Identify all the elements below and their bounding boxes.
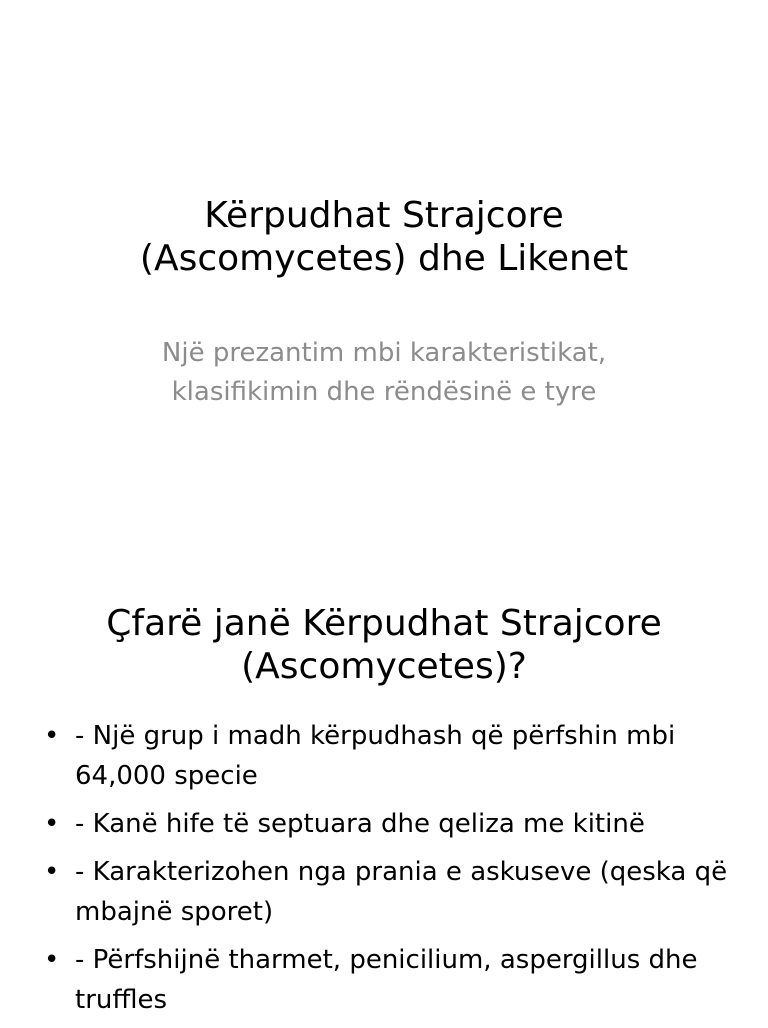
title-line-1: Kërpudhat Strajcore — [204, 195, 564, 236]
bullet-icon: • — [44, 809, 60, 839]
slide-subtitle — [60, 334, 708, 412]
bullet-icon: • — [44, 721, 60, 751]
slide-title — [40, 602, 728, 688]
list-item — [40, 716, 730, 796]
bullet-list — [40, 716, 730, 1028]
subtitle-line-1: Një prezantim mbi karakteristikat, — [161, 338, 607, 368]
subtitle-line-2: klasifikimin dhe rëndësinë e tyre — [171, 377, 597, 407]
bullet-icon: • — [44, 857, 60, 887]
list-item-text: - Karakterizohen nga prania e askuseve (qeska që mbajnë sporet) — [75, 857, 728, 927]
title-line-1: Çfarë janë Kërpudhat Strajcore — [106, 603, 662, 644]
list-item — [40, 940, 730, 1020]
list-item-text: - Një grup i madh kërpudhash që përfshin mbi 64,000 specie — [75, 721, 676, 791]
list-item-text: - Kanë hife të septuara dhe qeliza me kitinë — [75, 809, 645, 839]
title-line-2: (Ascomycetes) dhe Likenet — [139, 238, 629, 279]
content-slide — [0, 512, 768, 1024]
list-item — [40, 852, 730, 932]
bullet-icon: • — [44, 945, 60, 975]
list-item — [40, 804, 730, 844]
title-slide — [0, 0, 768, 512]
list-item-text: - Përfshijnë tharmet, penicilium, aspergillus dhe truffles — [75, 945, 698, 1015]
slide-title — [40, 194, 728, 280]
title-line-2: (Ascomycetes)? — [241, 646, 527, 687]
